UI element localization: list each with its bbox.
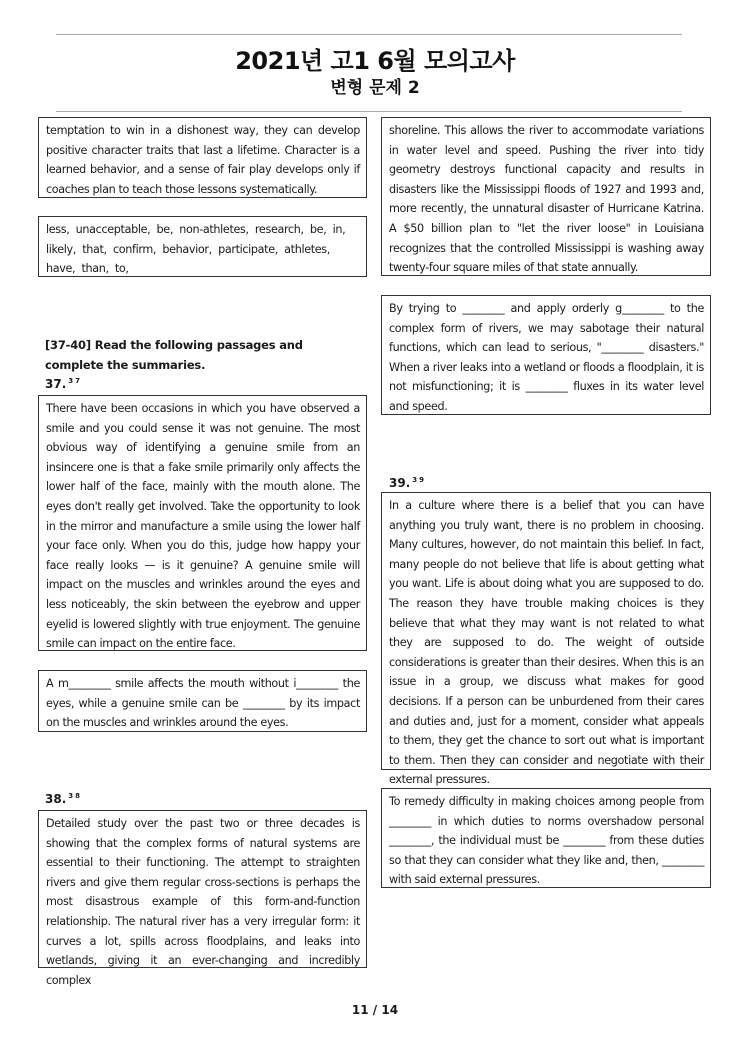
question-37-summary-box <box>38 670 367 732</box>
page-number: 11 / 14 <box>351 1003 399 1017</box>
header-bottom-rule <box>56 111 682 112</box>
section-instructions: [37-40] Read the following passages and complete the summaries. <box>45 338 303 372</box>
word-bank-box <box>38 216 367 277</box>
question-37-number: 37. $^{37}$ <box>45 377 83 391</box>
question-38-continued-box <box>381 117 711 276</box>
question-39-passage-box <box>381 492 711 787</box>
question-38-passage-box <box>38 810 367 987</box>
question-38-summary-box <box>381 295 711 415</box>
question-38-summary: By trying to ________ and apply orderly g________ to the complex form of rivers, we may sabotage their natural functions, which can lead to serious, "________ disasters." When a river leaks into a wetland or floods a floodplain, it is not misfunctioning; it is ________ fluxes in its water level and speed. <box>389 302 704 413</box>
page-title: 2021년 고1 6월 모의고사 <box>235 47 515 75</box>
question-37-passage-box <box>38 395 367 651</box>
page-subtitle: 변형 문제 2 <box>330 78 420 98</box>
continued-passage-text: temptation to win in a dishonest way, they can develop positive character traits that last a lifetime. Character is a learned behavior, and a sense of fair play develops only if coaches plan to teach those lessons systematically. <box>46 124 360 196</box>
question-37-passage: There have been occasions in which you have observed a smile and you could sense it was not genuine. The most obvious way of identifying a genuine smile from an insincere one is that a fake smile primarily only affects the lower half of the face, mainly with the mouth alone. The eyes don't really get involved. Take the opportunity to look in the mirror and manufacture a smile using the lower half your face only. When you do this, judge how happy your face really looks — is it genuine? A genuine smile will impact on the muscles and wrinkles around the eyes and less noticeably, the skin between the eyebrow and upper eyelid is lowered slightly with true enjoyment. The genuine smile can impact on the entire face. <box>46 402 360 651</box>
question-38-number: 38. $^{38}$ <box>45 792 83 806</box>
continued-passage-box <box>38 117 367 198</box>
question-39-number: 39. $^{39}$ <box>389 476 427 490</box>
question-38-passage-part2: shoreline. This allows the river to accommodate variations in water level and speed. Pushing the river into tidy geometry destroys functional capacity and results in disasters like the Mississippi floods of 1927 and 1993 and, more recently, the unnatural disaster of Hurricane Katrina. A $50 billion plan to "let the river loose" in Louisiana recognizes that the controlled Mississippi is washing away twenty-four square miles of that state annually. <box>389 124 704 275</box>
question-39-passage: In a culture where there is a belief that you can have anything you truly want, there is no problem in choosing. Many cultures, however, do not maintain this belief. In fact, many people do not believe that life is about getting what you want. Life is about doing what you are supposed to do. The reason they have trouble making choices is they believe that what they may want is not related to what they are supposed to do. The weight of outside considerations is greater than their desires. When this is an issue in a group, we discuss what makes for good decisions. If a person can be unburdened from their cares and duties and, just for a moment, consider what appeals to them, they get the chance to sort out what is important to them. Then they can consider and negotiate with their external pressures. <box>389 499 704 787</box>
question-39-summary-box <box>381 788 711 888</box>
question-37-summary: A m________ smile affects the mouth without i________ the eyes, while a genuine smile can be ________ by its impact on the muscles and wrinkles around the eyes. <box>46 677 360 730</box>
top-rule <box>56 34 682 35</box>
word-bank-text: less, unacceptable, be, non-athletes, research, be, in, likely, that, confirm, behavior, participate, athletes, have, than, to, <box>46 223 346 276</box>
question-39-summary: To remedy difficulty in making choices among people from ________ in which duties to norms overshadow personal ________, the individual must be ________ from these duties so that they can consider what they like and, then, ________ with said external pressures. <box>389 795 704 887</box>
question-38-passage-part1: Detailed study over the past two or three decades is showing that the complex forms of natural systems are essential to their functioning. The attempt to straighten rivers and give them regular cross-sections is perhaps the most disastrous example of this form-and-function relationship. The natural river has a very irregular form: it curves a lot, spills across floodplains, and leaks into wetlands, giving it an ever-changing and incredibly complex <box>46 817 360 987</box>
